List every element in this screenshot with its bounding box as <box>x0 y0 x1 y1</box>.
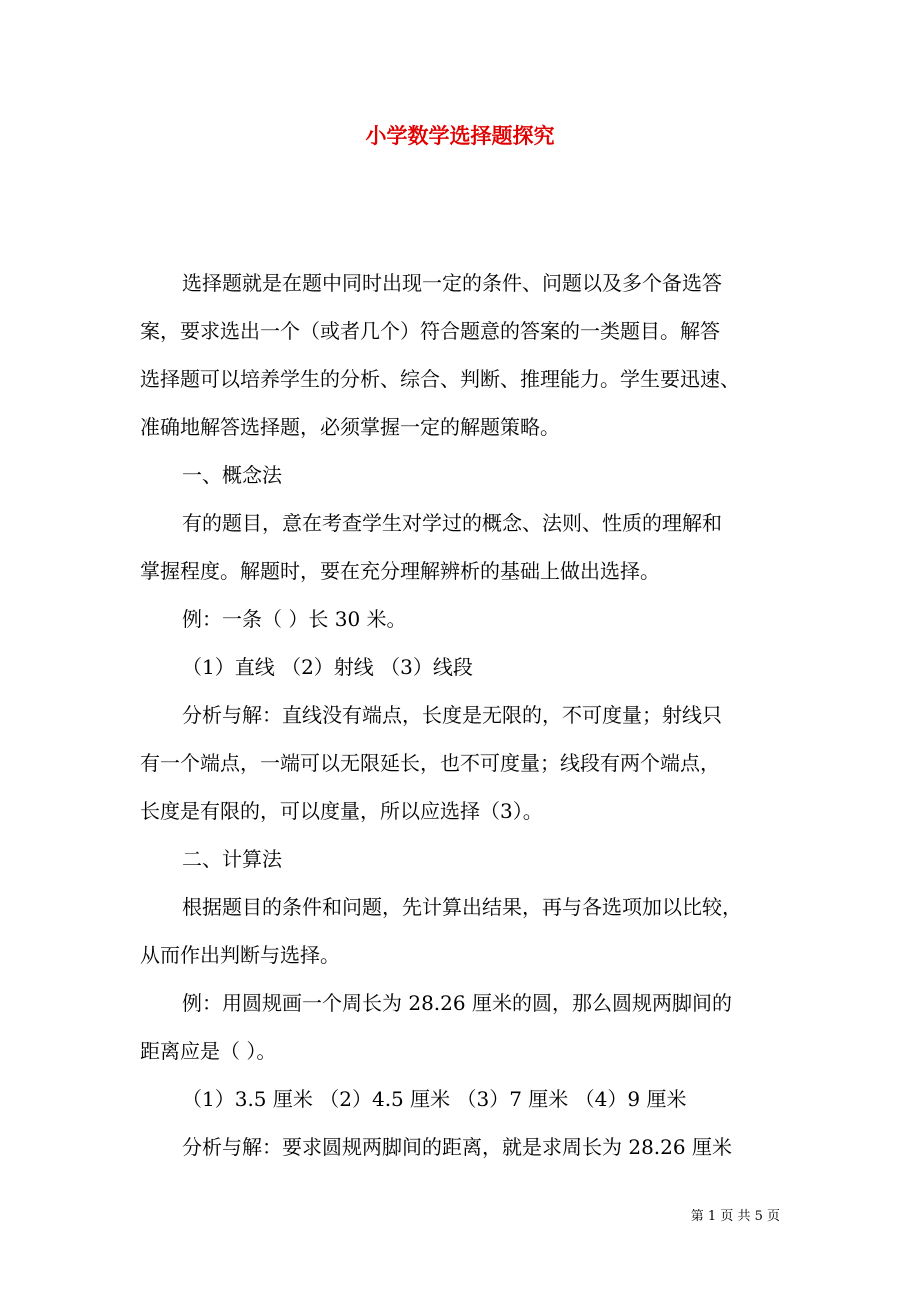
text-line: 掌握程度。解题时，要在充分理解辨析的基础上做出选择。 <box>140 559 660 583</box>
text-line: 有的题目，意在考查学生对学过的概念、法则、性质的理解和 <box>182 511 722 535</box>
text-line: 案，要求选出一个（或者几个）符合题意的答案的一类题目。解答 <box>140 319 720 343</box>
text-line: 长度是有限的，可以度量，所以应选择（3）。 <box>140 799 543 823</box>
text-line: 距离应是（ ）。 <box>140 1039 277 1063</box>
text-line: 一、概念法 <box>182 463 282 487</box>
text-line: 准确地解答选择题，必须掌握一定的解题策略。 <box>140 415 560 439</box>
text-line: 例：一条（ ）长 30 米。 <box>182 607 407 631</box>
text-line: 分析与解：要求圆规两脚间的距离，就是求周长为 28.26 厘米 <box>182 1135 732 1159</box>
document-title: 小学数学选择题探究 <box>365 123 555 148</box>
text-line: 分析与解：直线没有端点，长度是无限的，不可度量；射线只 <box>182 703 722 727</box>
document-body <box>140 259 790 1171</box>
text-line: 选择题可以培养学生的分析、综合、判断、推理能力。学生要迅速、 <box>140 367 740 391</box>
text-line: （1）3.5 厘米 （2）4.5 厘米 （3）7 厘米 （4）9 厘米 <box>182 1087 687 1111</box>
text-line: 有一个端点，一端可以无限延长，也不可度量；线段有两个端点， <box>140 751 720 775</box>
text-line: 选择题就是在题中同时出现一定的条件、问题以及多个备选答 <box>182 271 722 295</box>
text-line: 根据题目的条件和问题，先计算出结果，再与各选项加以比较， <box>182 895 742 919</box>
page-number: 第 1 页 共 5 页 <box>690 1209 780 1224</box>
text-line: （1）直线 （2）射线 （3）线段 <box>182 655 473 679</box>
text-line: 例：用圆规画一个周长为 28.26 厘米的圆，那么圆规两脚间的 <box>182 991 732 1015</box>
text-line: 二、计算法 <box>182 847 282 871</box>
text-line: 从而作出判断与选择。 <box>140 943 340 967</box>
